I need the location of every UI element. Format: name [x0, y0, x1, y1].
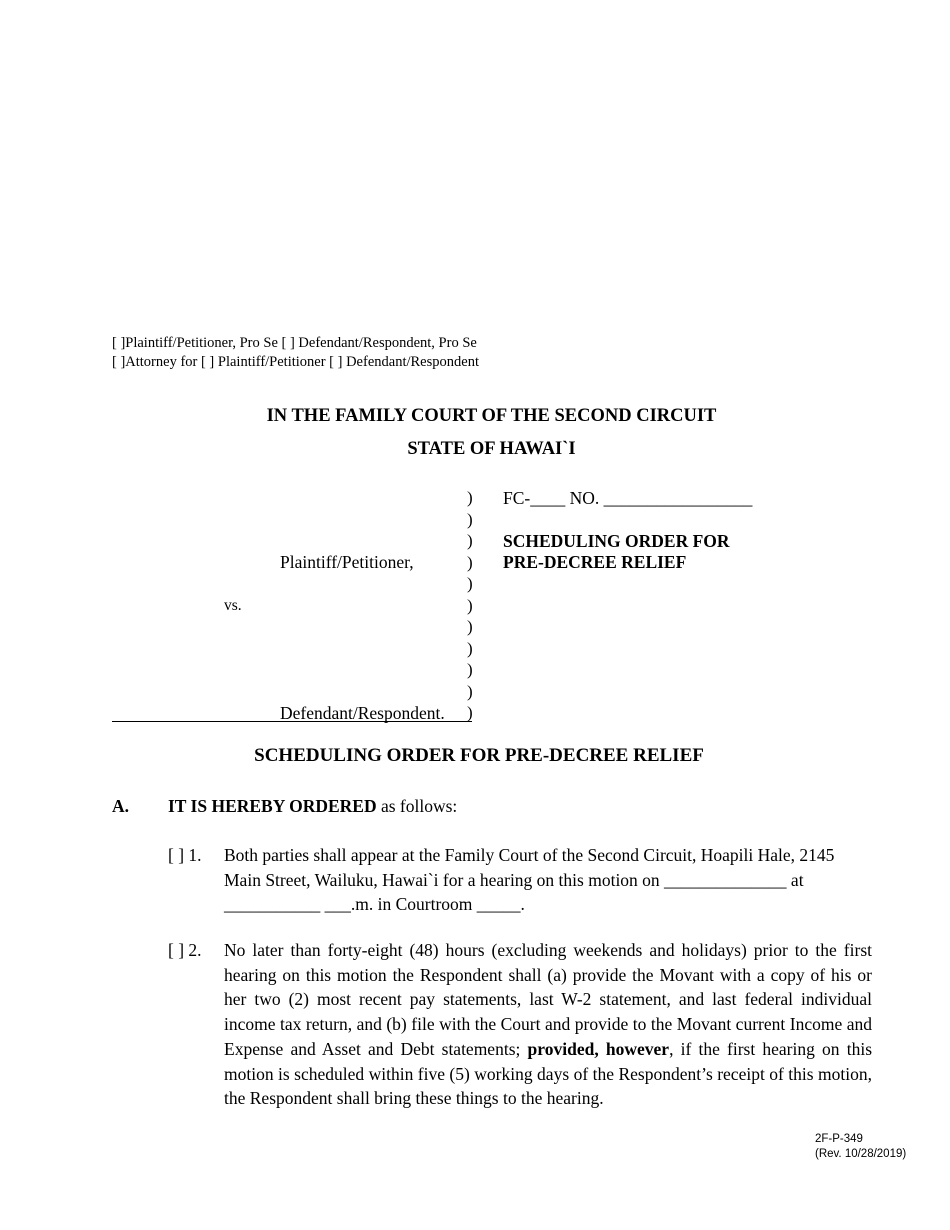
paren: ): [467, 574, 473, 593]
item-1-checkbox[interactable]: [ ] 1.: [168, 845, 202, 865]
vs-label: vs.: [224, 597, 242, 614]
party-checkbox-line-1[interactable]: [ ]Plaintiff/Petitioner, Pro Se [ ] Defendant/Respondent, Pro Se: [112, 335, 477, 351]
court-state: STATE OF HAWAI`I: [407, 439, 576, 459]
paren: ): [467, 638, 473, 658]
doc-title-line-2: PRE-DECREE RELIEF: [503, 552, 687, 572]
party-checkbox-line-2[interactable]: [ ]Attorney for [ ] Plaintiff/Petitioner [ ] Defendant/Respondent: [112, 354, 479, 370]
paren: ): [467, 595, 473, 615]
section-letter: A.: [112, 796, 130, 816]
paren: ): [467, 488, 473, 507]
doc-title-line-1: SCHEDULING ORDER FOR: [503, 531, 730, 551]
paren: ): [467, 703, 473, 722]
item-2-checkbox[interactable]: [ ] 2.: [168, 940, 202, 960]
case-number-field[interactable]: FC-____ NO. _________________: [503, 488, 753, 508]
section-heading: [168, 796, 457, 817]
main-title: SCHEDULING ORDER FOR PRE-DECREE RELIEF: [254, 745, 704, 766]
item-2-text-start: No later than forty-eight (48) hours (excluding weekends and holidays) prior to the first hearing on this motion the Respondent shall (a) provide the Movant with a copy of his or her two (2) most recent pay statements, last W-2 statement, and last federal individual income tax return, and (b) file with the Court and provide to the Movant current Income and Expense and Asset and Debt statements;: [224, 940, 872, 1059]
court-title: IN THE FAMILY COURT OF THE SECOND CIRCUIT: [266, 406, 717, 426]
as-follows: as follows:: [376, 796, 458, 816]
item-2-text: [224, 938, 872, 1111]
form-revision: (Rev. 10/28/2019): [815, 1148, 907, 1160]
paren: ): [467, 681, 473, 701]
paren: ): [467, 617, 473, 636]
item-2-text-end: , if the first hearing on this motion is scheduled within five (5) working days of the Respondent’s receipt of this motion, the Respondent shall bring these things to the hearing.: [224, 1038, 873, 1109]
defendant-label: Defendant/Respondent.: [280, 703, 445, 723]
ordered-phrase: IT IS HEREBY ORDERED: [168, 796, 377, 816]
paren: ): [467, 660, 473, 679]
plaintiff-label: Plaintiff/Petitioner,: [280, 552, 414, 572]
paren: ): [467, 552, 473, 572]
caption-parentheses: [467, 487, 473, 724]
item-2-proviso: provided, however: [527, 1038, 670, 1059]
item-1-text: Both parties shall appear at the Family Court of the Second Circuit, Hoapili Hale, 2145 Main Street, Wailuku, Hawai`i for a hearing on this motion on ______________ at ___________ ___.m. in Courtroom _____.: [224, 845, 835, 915]
caption-underline: [112, 721, 472, 722]
form-number: 2F-P-349: [815, 1133, 863, 1145]
paren: ): [467, 509, 473, 529]
paren: ): [467, 531, 473, 550]
